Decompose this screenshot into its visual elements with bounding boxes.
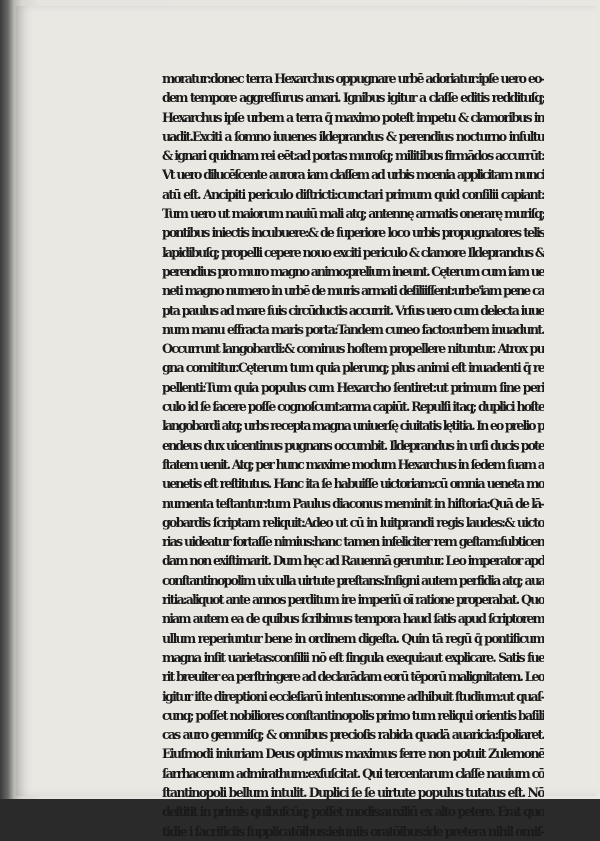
text-line: atū eſt. Ancipiti periculo diſtricti:cunctari primum quid conſilii capiant: bbox=[162, 186, 544, 202]
text-line: Vt uero dilucēſcente aurora iam claſſem ad urbis mœnia applicitam nunci bbox=[162, 167, 544, 183]
text-line: moratur:donec terra Hexarchus oppugnare urbē adoriatur:ipſe uero eo- bbox=[162, 71, 544, 86]
text-line: & ignari quidnam rei eēt:ad portas muroſq; militibus firmādos accurrūt: bbox=[162, 148, 544, 164]
text-line: culo id ſe facere poſſe cognoſcunt:arma capiūt. Repulſi itaq; duplici hoſte bbox=[162, 399, 544, 415]
text-line: perendius pro muro magno animo:prelium ineunt. Cęterum cum iam ue bbox=[162, 263, 544, 279]
text-line: niam autem ea de quibus ſcribimus tempora haud ſatis apud ſcriptorem bbox=[162, 611, 544, 627]
text-line: conſtantinopolim uix ulla uirtute preſtans:Inſigni autem perfidia atq; aua bbox=[162, 572, 544, 588]
text-line: ullum reperiuntur bene in ordinem digeſta. Quin tā regū q̄ pontificum bbox=[162, 630, 544, 646]
text-line: magna inſit uarietas:conſilii nō eſt ſingula exequi:aut explicare. Satis fue bbox=[162, 649, 544, 665]
text-line: Tum uero ut maiorum nauiū mali atq; antennę armatis onerarę muriſq; bbox=[162, 206, 544, 222]
text-line: rit breuiter ea perſtringere ad declarādam eorū tēporū malignitatem. Leo bbox=[162, 669, 544, 685]
text-line: num manu effracta maris porta:Tandem cuneo facto:urbem inuadunt. bbox=[162, 321, 544, 337]
text-line: Hexarchus ipſe urbem a terra q̄ maximo poteſt impetu & clamoribus in bbox=[162, 109, 544, 125]
text-line: uenetis eſt reſtitutus. Hanc ita ſe habuiſſe uictoriam:cū omnia ueneta mo bbox=[162, 476, 544, 492]
text-line: endeus dux uicentinus pugnans occumbit. Ildeprandus in urſi ducis pote bbox=[162, 437, 544, 453]
book-page bbox=[16, 6, 596, 839]
text-line: dam non exiſtimarit. Dum hęc ad Rauennā geruntur. Leo imperator apd bbox=[162, 553, 544, 569]
text-line: ritia:aliquot ante annos perditum ire imperiū oī ratione properabat. Quo bbox=[162, 592, 544, 608]
text-line: cas auro gemmiſq; & omnibus precioſis rabida quadā auaricia:ſpoliaret. bbox=[162, 727, 544, 743]
text-line: tidie i ſacrificiis ſupplicatōibus:ieiuniis oratōibus:ide pretera nihil omiſ- bbox=[162, 823, 544, 839]
text-line: langobardi atq; urbs recepta magna uniuerſę ciuitatis lętitia. In eo prelio p bbox=[162, 418, 544, 434]
text-line: Eiuſmodi iniuriam Deus optimus maximus ferre non potuit Zulemonē bbox=[162, 746, 544, 762]
text-line: pta paulus ad mare ſuis circūductis accurrit. Vrſus uero cum delecta iuue bbox=[162, 302, 544, 318]
text-line: ſarrhacenum admirathum:exſuſcitat. Qui tercentarum claſſe nauium cō bbox=[162, 765, 544, 781]
text-line: lapidibuſq; propelli cepere nouo exciti periculo & clamore Ildeprandus & bbox=[162, 244, 544, 260]
text-line: gna comititur.Cęterum tum quia plerunq; plus animi eſt inuadenti q̄ re bbox=[162, 360, 544, 376]
text-line: Occurrunt langobardi:& cominus hoſtem propellere nituntur. Atrox pu bbox=[162, 341, 544, 357]
text-line: gobardis ſcriptam reliquit:Adeo ut cū in luitprandi regis laudes:& uicto bbox=[162, 514, 544, 530]
text-line: igitur iſte direptioni eccleſiarū intentus:omne adhibuit ſtudium:ut quaſ- bbox=[162, 688, 544, 704]
text-line: deſtitit in primis quibuſcūq; poſſet modis:auxiliū ex alto petere. Erat quo bbox=[162, 804, 544, 820]
text-block bbox=[162, 69, 544, 841]
text-line: rias uideatur fortaſſe nimius:hanc tamen infeliciter rem geſtam:ſubticen bbox=[162, 534, 544, 550]
text-line: neti magno numero in urbē de muris armati deſiliiſſent:urbe'iam pene ca bbox=[162, 283, 544, 299]
text-line: numenta teſtantur:tum Paulus diaconus meminit in hiſtoria:Quā de lā- bbox=[162, 495, 544, 511]
text-line: pellenti:Tum quia populus cum Hexarcho ſentiret:ut primum ſine peri bbox=[162, 379, 544, 395]
text-line: ſtantinopoli bellum intulit. Duplici ſe ſe uirtute populus tutatus eſt. Nō bbox=[162, 784, 544, 800]
text-line: uadit.Exciti a ſomno iuuenes ildeprandus & perendius nocturno inſultu bbox=[162, 128, 544, 144]
text-line: cunq; poſſet nobiliores conſtantinopolis primo tum reliqui orientis baſili bbox=[162, 707, 544, 723]
text-line: dem tempore aggreſſurus amari. Ignibus igitur a claſſe editis reddituſq; bbox=[162, 90, 544, 106]
text-line: pontibus iniectis incubuere:& de ſuperiore loco urbis propugnatores telis bbox=[162, 225, 544, 241]
text-line: ſtatem uenit. Atq; per hunc maxime modum Hexarchus in ſedem ſuam a bbox=[162, 456, 544, 472]
